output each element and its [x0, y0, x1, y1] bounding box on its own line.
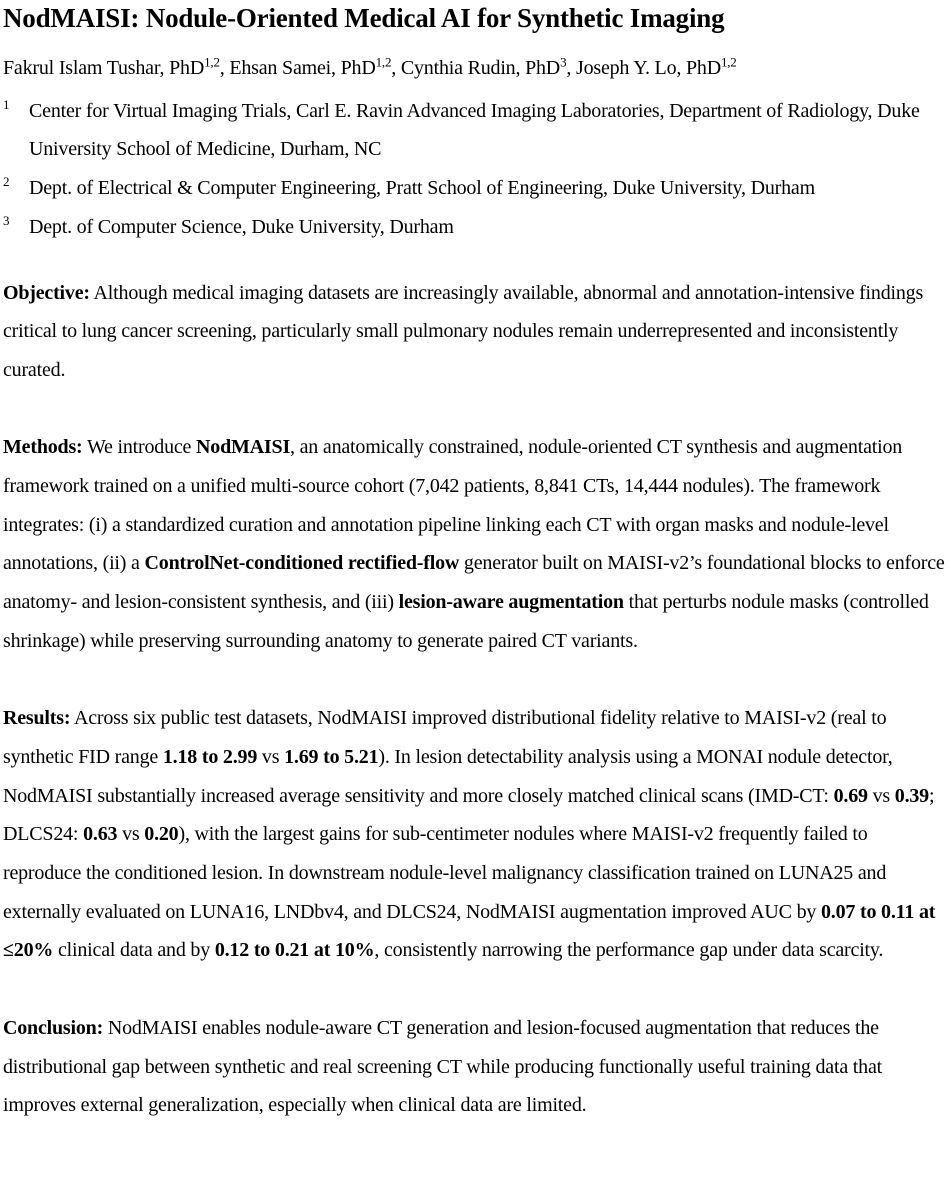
- section-label: Methods:: [3, 436, 83, 459]
- body-text: generator built on MAISI-v2’s foundational blocks to enforce anatomy- and lesion-consistent synthesis, and (iii): [3, 552, 945, 614]
- emphasized-text: 1.69 to 5.21: [284, 745, 379, 768]
- author-name: Fakrul Islam Tushar, PhD: [3, 57, 205, 79]
- author-name: Cynthia Rudin, PhD: [400, 57, 561, 79]
- emphasized-text: 0.07 to 0.11 at ≤20%: [3, 900, 936, 962]
- author-name: Joseph Y. Lo, PhD: [575, 57, 721, 79]
- affiliation-number: 3: [3, 213, 10, 229]
- body-text: Across six public test datasets, NodMAISI improved distributional fidelity relative to MAISI-v2 (real to synthetic FID range: [3, 707, 887, 768]
- author-affiliation-superscript: 1,2: [375, 54, 392, 70]
- affiliation-number: 1: [3, 97, 10, 113]
- affiliation-item: [3, 169, 948, 208]
- body-text: clinical data and by: [53, 939, 215, 962]
- body-text: , an anatomically constrained, nodule-oriented CT synthesis and augmentation framework trained on a unified multi-source cohort (7,042 patients, 8,841 CTs, 14,444 nodules). The framework integrates: (i) a standardized curation and annotation pipeline linking each CT with organ masks and nodule-level annotations, (ii) a: [3, 436, 903, 575]
- body-text: ). In lesion detectability analysis using a MONAI nodule detector, NodMAISI substantially increased average sensitivity and more closely matched clinical scans (IMD-CT:: [3, 745, 893, 807]
- emphasized-text: lesion-aware augmentation: [398, 591, 624, 614]
- emphasized-text: 0.69: [833, 784, 868, 807]
- emphasized-text: 0.20: [144, 823, 179, 846]
- affiliation-list: [3, 92, 948, 247]
- body-text: vs: [117, 823, 145, 846]
- emphasized-text: ControlNet-conditioned rectified-flow: [144, 552, 460, 575]
- emphasized-text: 0.12 to 0.21 at 10%: [214, 939, 375, 962]
- emphasized-text: 0.39: [894, 784, 929, 807]
- abstract-paragraph: [3, 428, 948, 660]
- author-name: Ehsan Samei, PhD: [229, 57, 376, 79]
- section-label: Results:: [3, 707, 71, 730]
- section-label: Objective:: [3, 281, 90, 304]
- abstract-sections: [3, 274, 948, 1125]
- affiliation-item: [3, 92, 948, 169]
- body-text: that perturbs nodule masks (controlled shrinkage) while preserving surrounding anatomy to generate paired CT variants.: [3, 591, 929, 652]
- author-affiliation-superscript: 1,2: [204, 54, 220, 70]
- body-text: Although medical imaging datasets are increasingly available, abnormal and annotation-intensive findings critical to lung cancer screening, particularly small pulmonary nodules remain underrepresented and inconsistently curated.: [3, 281, 924, 381]
- author-affiliation-superscript: 1,2: [720, 54, 737, 70]
- abstract-paragraph: [3, 699, 948, 970]
- affiliation-text: Center for Virtual Imaging Trials, Carl E. Ravin Advanced Imaging Laboratories, Department of Radiology, Duke University School of Medicine, Durham, NC: [29, 99, 920, 161]
- section-label: Conclusion:: [3, 1016, 104, 1039]
- body-text: , consistently narrowing the performance gap under data scarcity.: [374, 939, 884, 962]
- affiliation-number: 2: [3, 174, 10, 190]
- author-affiliation-superscript: 3: [560, 54, 567, 70]
- emphasized-text: 1.18 to 2.99: [162, 745, 258, 768]
- body-text: vs: [867, 784, 895, 807]
- affiliation-text: Dept. of Electrical & Computer Engineering, Pratt School of Engineering, Duke University, Durham: [29, 177, 815, 200]
- emphasized-text: 0.63: [83, 823, 118, 846]
- emphasized-text: NodMAISI: [196, 436, 291, 459]
- abstract-paragraph: [3, 1009, 948, 1125]
- abstract-paragraph: [3, 274, 948, 390]
- body-text: NodMAISI enables nodule-aware CT generation and lesion-focused augmentation that reduces the distributional gap between synthetic and real screening CT while producing functionally useful training data that improves external generalization, especially when clinical data are limited.: [3, 1016, 883, 1117]
- affiliation-item: [3, 208, 948, 247]
- body-text: ), with the largest gains for sub-centimeter nodules where MAISI-v2 frequently failed to reproduce the conditioned lesion. In downstream nodule-level malignancy classification trained on LUNA25 and externally evaluated on LUNA16, LNDbv4, and DLCS24, NodMAISI augmentation improved AUC by: [3, 823, 887, 923]
- body-text: ; DLCS24:: [3, 784, 935, 846]
- author-line: Fakrul Islam Tushar, PhD$^{1,2}$, Ehsan Samei, PhD$^{1,2}$, Cynthia Rudin, PhD$^3$, Joseph Y. Lo, PhD$^{1,2}$: [3, 54, 737, 79]
- body-text: We introduce: [82, 436, 197, 459]
- affiliation-text: Dept. of Computer Science, Duke University, Durham: [29, 215, 454, 238]
- body-text: vs: [257, 745, 285, 768]
- paper-title: NodMAISI: Nodule-Oriented Medical AI for Synthetic Imaging: [3, 3, 725, 33]
